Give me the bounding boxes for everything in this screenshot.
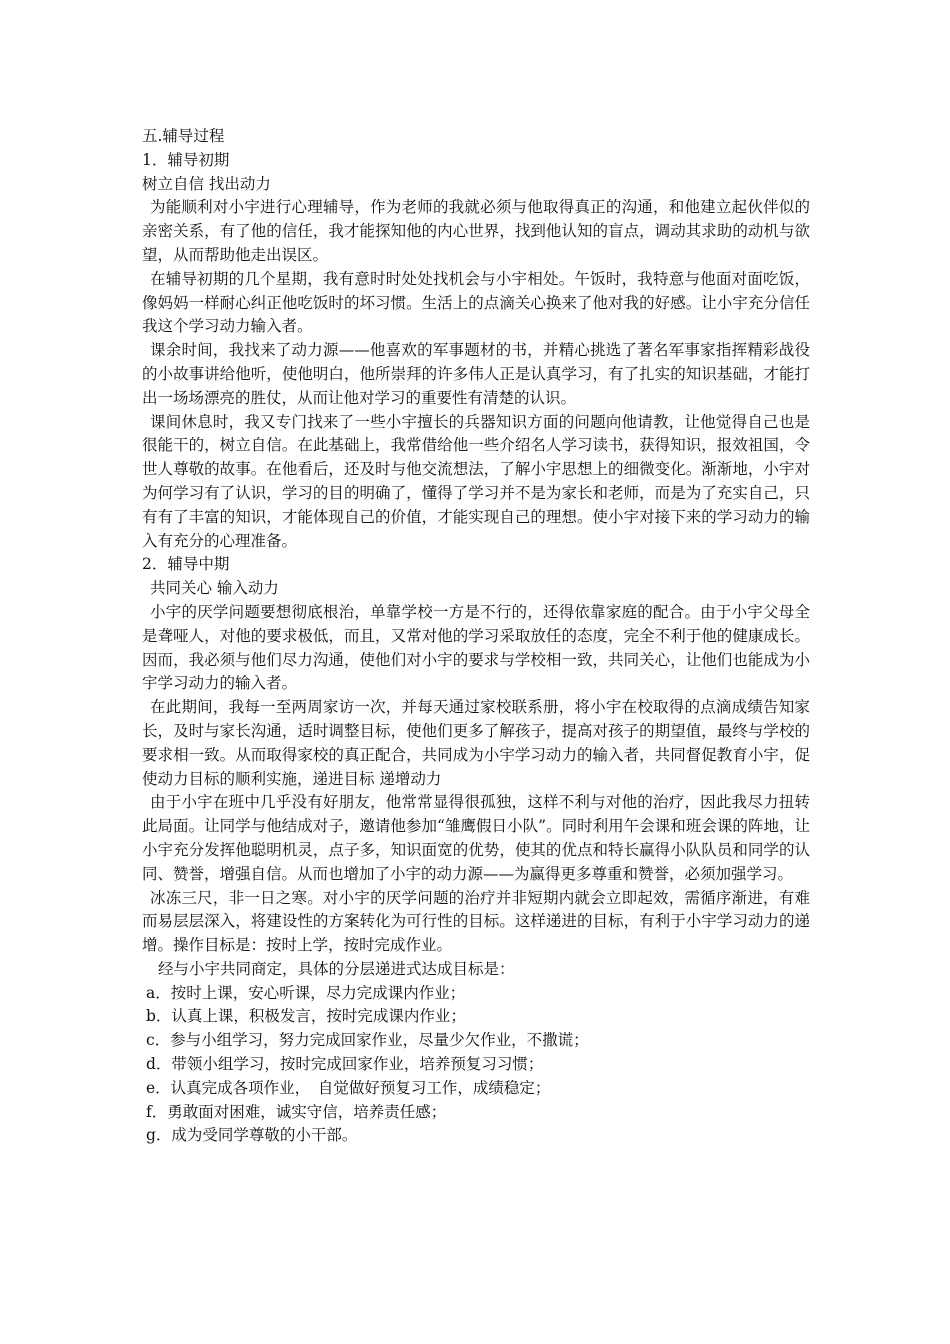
goal-item: b．认真上课，积极发言，按时完成课内作业； [146, 1007, 466, 1026]
goal-item: a．按时上课，安心听课，尽力完成课内作业； [146, 983, 466, 1002]
goal-item: d．带领小组学习，按时完成回家作业，培养预复习习惯； [146, 1055, 544, 1074]
phase1-subheading: 树立自信 找出动力 [142, 174, 271, 193]
phase1-heading: 1．辅导初期 [142, 150, 230, 169]
goal-item: f．勇敢面对困难，诚实守信，培养责任感； [146, 1102, 447, 1121]
paragraph: 在辅导初期的几个星期，我有意时时处处找机会与小宇相处。午饭时，我特意与他面对面吃饭，像妈妈一样耐心纠正他吃饭时的坏习惯。生活上的点滴关心换来了他对我的好感。让小宇充分信任我这个学习动力输入者。 [142, 269, 810, 336]
goal-item: g．成为受同学尊敬的小干部。 [146, 1126, 358, 1145]
paragraph: 小宇的厌学问题要想彻底根治，单靠学校一方是不行的，还得依靠家庭的配合。由于小宇父母全是聋哑人，对他的要求极低，而且，又常对他的学习采取放任的态度，完全不利于他的健康成长。因而，我必须与他们尽力沟通，使他们对小宇的要求与学校相一致，共同关心，让他们也能成为小宇学习动力的输入者。 [142, 602, 810, 693]
paragraph: 课余时间，我找来了动力源——他喜欢的军事题材的书，并精心挑选了著名军事家指挥精彩战役的小故事讲给他听，使他明白，他所崇拜的许多伟人正是认真学习，有了扎实的知识基础，才能打出一场场漂亮的胜仗，从而让他对学习的重要性有清楚的认识。 [142, 341, 810, 407]
goal-item: c．参与小组学习，努力完成回家作业，尽量少欠作业，不撒谎； [146, 1031, 589, 1050]
paragraph: 课间休息时，我又专门找来了一些小宇擅长的兵器知识方面的问题向他请教，让他觉得自己也是很能干的，树立自信。在此基础上，我常借给他一些介绍名人学习读书，获得知识，报效祖国，令世人尊敬的故事。在他看后，还及时与他交流想法，了解小宇思想上的细微变化。渐渐地，小宇对为何学习有了认识，学习的目的明确了，懂得了学习并不是为家长和老师，而是为了充实自己，只有有了丰富的知识，才能体现自己的价值，才能实现自己的理想。使小宇对接下来的学习动力的输入有充分的心理准备。 [142, 412, 810, 550]
paragraph: 由于小宇在班中几乎没有好朋友，他常常显得很孤独，这样不利与对他的治疗，因此我尽力扭转此局面。让同学与他结成对子，邀请他参加“雏鹰假日小队”。同时利用午会课和班会课的阵地，让小宇充分发挥他聪明机灵，点子多，知识面宽的优势，使其的优点和特长赢得小队队员和同学的认同、赞誉，增强自信。从而也增加了小宇的动力源——为赢得更多尊重和赞誉，必须加强学习。 [142, 793, 810, 883]
phase2-subheading: 共同关心 输入动力 [150, 579, 279, 598]
goal-item: e．认真完成各项作业， 自觉做好预复习工作，成绩稳定； [146, 1078, 551, 1097]
phase2-heading: 2．辅导中期 [142, 555, 230, 574]
paragraph: 为能顺利对小宇进行心理辅导，作为老师的我就必须与他取得真正的沟通，和他建立起伙伴似的亲密关系，有了他的信任，我才能探知他的内心世界，找到他认知的盲点，调动其求助的动机与欲望，从而帮助他走出误区。 [142, 198, 810, 264]
paragraph: 在此期间，我每一至两周家访一次，并每天通过家校联系册，将小宇在校取得的点滴成绩告知家长，及时与家长沟通，适时调整目标，使他们更多了解孩子，提高对孩子的期望值，最终与学校的要求相一致。从而取得家校的真正配合，共同成为小宇学习动力的输入者，共同督促教育小宇，促使动力目标的顺利实施，递进目标 递增动力 [142, 698, 810, 788]
paragraph: 冰冻三尺，非一日之寒。对小宇的厌学问题的治疗并非短期内就会立即起效，需循序渐进，有难而易层层深入，将建设性的方案转化为可行性的目标。这样递进的目标，有利于小宇学习动力的递增。操作目标是：按时上学，按时完成作业。 [142, 888, 810, 955]
paragraph: 经与小宇共同商定，具体的分层递进式达成目标是： [158, 959, 515, 978]
section-title: 五.辅导过程 [142, 127, 225, 145]
